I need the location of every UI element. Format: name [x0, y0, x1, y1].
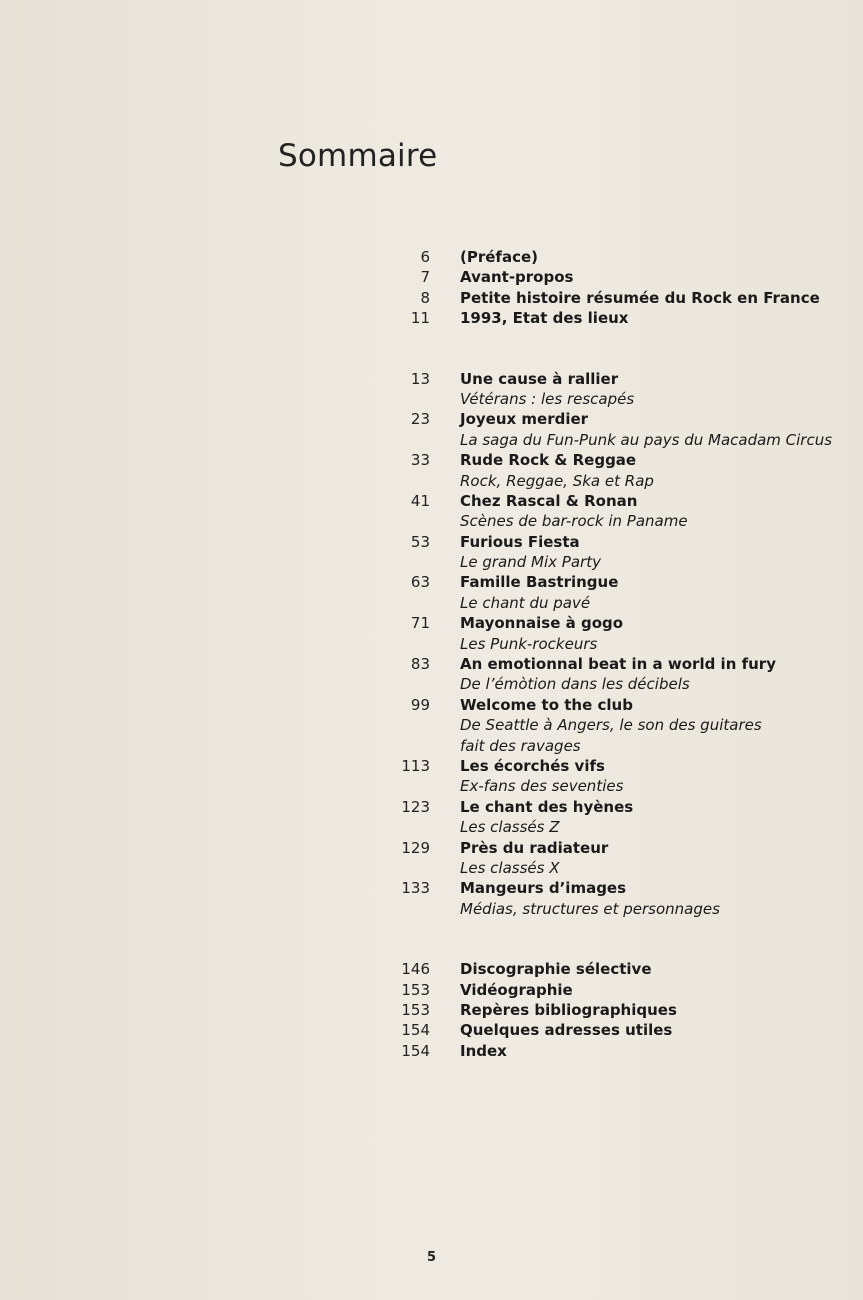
toc-chapter-title: Repères bibliographiques	[460, 1000, 677, 1019]
toc-line	[0, 1000, 863, 1020]
toc-chapter-subtitle: Rock, Reggae, Ska et Rap	[460, 471, 654, 490]
toc-line	[0, 674, 863, 694]
toc-line	[0, 491, 863, 511]
toc-chapter-subtitle: Les Punk-rockeurs	[460, 634, 598, 653]
toc-chapter-title: Rude Rock & Reggae	[460, 451, 637, 470]
toc-chapter-title: (Préface)	[460, 248, 538, 266]
toc-chapter-title: Joyeux merdier	[460, 410, 589, 429]
toc-entry	[0, 695, 863, 756]
toc-page-number: 146	[401, 960, 430, 979]
toc-line	[0, 838, 863, 858]
toc-line	[0, 797, 863, 817]
toc-page-number: 23	[410, 410, 430, 429]
toc-chapter-title: Petite histoire résumée du Rock en France	[460, 288, 820, 307]
toc-line	[0, 572, 863, 592]
toc-entry	[0, 1020, 863, 1040]
toc-chapter-subtitle: fait des ravages	[460, 736, 581, 755]
toc-chapter-title: Les écorchés vifs	[460, 756, 605, 775]
toc-entry	[0, 288, 863, 308]
toc-line	[0, 308, 863, 328]
toc-chapter-title: Près du radiateur	[460, 838, 609, 857]
toc-line	[0, 959, 863, 979]
toc-line	[0, 552, 863, 572]
toc-line	[0, 980, 863, 1000]
toc-entry	[0, 959, 863, 979]
toc-page-number: 13	[410, 369, 430, 388]
toc-entry	[0, 532, 863, 573]
toc-line	[0, 369, 863, 389]
toc-page-number: 154	[401, 1041, 430, 1060]
toc-line	[0, 532, 863, 552]
toc-entry	[0, 369, 863, 410]
toc-chapter-subtitle: De Seattle à Angers, le son des guitares	[460, 716, 762, 735]
toc-entry	[0, 1000, 863, 1020]
table-of-contents	[0, 247, 863, 1061]
toc-chapter-subtitle: Les classés X	[460, 858, 560, 877]
toc-line	[0, 1041, 863, 1061]
toc-chapter-title: Quelques adresses utiles	[460, 1021, 673, 1040]
toc-entry	[0, 797, 863, 838]
toc-line	[0, 654, 863, 674]
toc-page-number: 133	[401, 879, 430, 898]
toc-line	[0, 450, 863, 470]
toc-line	[0, 247, 863, 267]
toc-line	[0, 736, 863, 756]
toc-page-number: 83	[410, 655, 430, 674]
toc-line	[0, 899, 863, 919]
toc-chapter-title: An emotionnal beat in a world in fury	[460, 655, 776, 674]
toc-line	[0, 817, 863, 837]
toc-line	[0, 511, 863, 531]
section-gap	[0, 329, 863, 369]
toc-chapter-title: Famille Bastringue	[460, 573, 619, 592]
toc-line	[0, 613, 863, 633]
toc-entry	[0, 491, 863, 532]
toc-line	[0, 858, 863, 878]
page-title: Sommaire	[278, 138, 438, 174]
toc-chapter-title: Discographie sélective	[460, 960, 652, 979]
toc-chapter-title: Chez Rascal & Ronan	[460, 491, 638, 510]
page-number: 5	[426, 1250, 437, 1265]
toc-chapter-subtitle: De l’émòtion dans les décibels	[460, 675, 690, 694]
toc-chapter-title: Welcome to the club	[460, 695, 633, 714]
toc-line	[0, 288, 863, 308]
toc-page-number: 99	[410, 695, 430, 714]
toc-page-number: 153	[401, 980, 430, 999]
toc-line	[0, 634, 863, 654]
toc-chapter-subtitle: Ex-fans des seventies	[460, 777, 624, 796]
toc-entry	[0, 756, 863, 797]
toc-page-number: 11	[410, 309, 430, 328]
toc-page-number: 129	[401, 838, 430, 857]
toc-entry	[0, 980, 863, 1000]
toc-entry	[0, 409, 863, 450]
toc-line	[0, 409, 863, 429]
toc-page-number: 53	[410, 532, 430, 551]
toc-entry	[0, 838, 863, 879]
toc-line	[0, 430, 863, 450]
toc-chapter-subtitle: Vétérans : les rescapés	[460, 389, 635, 408]
toc-page-number: 153	[401, 1000, 430, 1019]
toc-line	[0, 715, 863, 735]
toc-entry	[0, 267, 863, 287]
toc-page-number: 33	[410, 451, 430, 470]
toc-chapter-title: Mangeurs d’images	[460, 879, 627, 898]
toc-line	[0, 776, 863, 796]
toc-line	[0, 878, 863, 898]
toc-page-number: 63	[410, 573, 430, 592]
toc-page-number: 154	[401, 1021, 430, 1040]
toc-chapter-subtitle: Scènes de bar-rock in Paname	[460, 512, 688, 531]
toc-chapter-subtitle: Le grand Mix Party	[460, 553, 601, 572]
toc-entry	[0, 1041, 863, 1061]
toc-chapter-title: Le chant des hyènes	[460, 797, 634, 816]
toc-entry	[0, 308, 863, 328]
toc-entry	[0, 878, 863, 919]
toc-line	[0, 389, 863, 409]
toc-line	[0, 695, 863, 715]
toc-chapter-title: Avant-propos	[460, 268, 574, 287]
toc-entry	[0, 654, 863, 695]
toc-chapter-title: 1993, Etat des lieux	[460, 309, 629, 328]
toc-chapter-title: Une cause à rallier	[460, 369, 619, 388]
toc-chapter-subtitle: Le chant du pavé	[460, 593, 591, 612]
toc-chapter-subtitle: Médias, structures et personnages	[460, 899, 720, 918]
toc-page-number: 41	[410, 491, 430, 510]
toc-chapter-title: Index	[460, 1041, 507, 1060]
toc-entry	[0, 247, 863, 267]
toc-entry	[0, 572, 863, 613]
toc-page-number: 123	[401, 797, 430, 816]
toc-page-number: 71	[410, 614, 430, 633]
toc-line	[0, 267, 863, 287]
toc-entry	[0, 450, 863, 491]
toc-line	[0, 756, 863, 776]
toc-page-number: 113	[401, 756, 430, 775]
toc-line	[0, 1020, 863, 1040]
toc-line	[0, 471, 863, 491]
toc-chapter-title: Vidéographie	[460, 980, 573, 999]
toc-chapter-title: Mayonnaise à gogo	[460, 614, 624, 633]
toc-chapter-subtitle: Les classés Z	[460, 818, 560, 837]
toc-page-number: 7	[420, 268, 430, 287]
toc-chapter-title: Furious Fiesta	[460, 532, 580, 551]
toc-entry	[0, 613, 863, 654]
toc-page-number: 6	[420, 248, 430, 266]
toc-line	[0, 593, 863, 613]
toc-page-number: 8	[420, 288, 430, 307]
toc-chapter-subtitle: La saga du Fun-Punk au pays du Macadam Circus	[460, 430, 833, 449]
section-gap	[0, 919, 863, 959]
